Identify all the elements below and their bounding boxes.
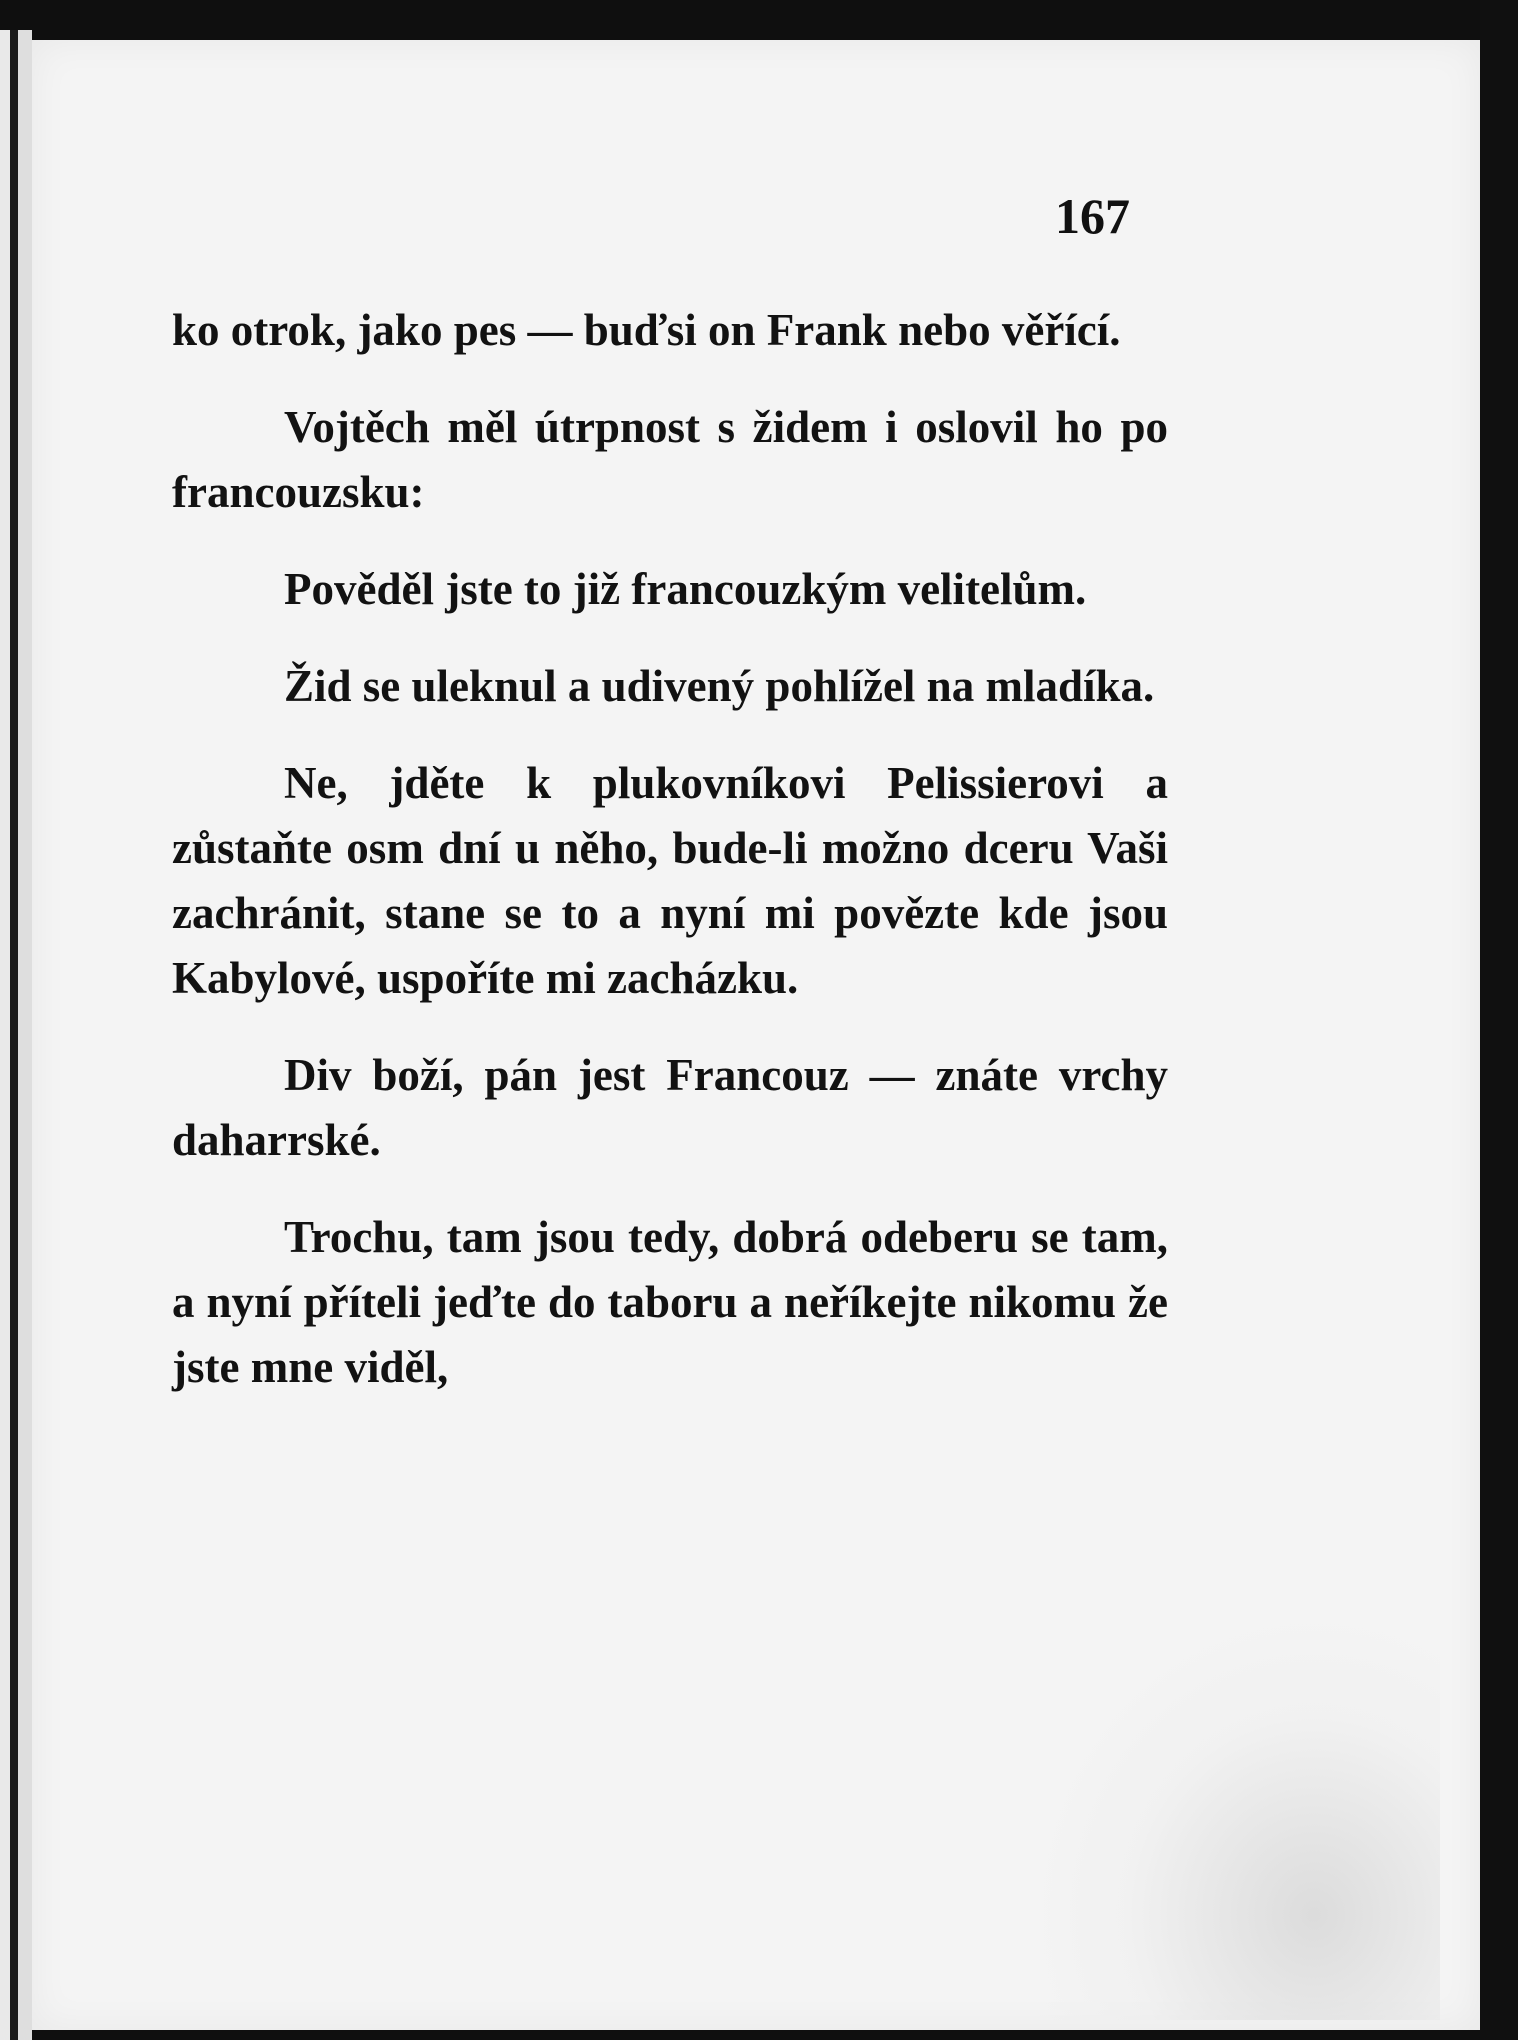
body-text <box>172 298 1168 1400</box>
page-left-edge <box>0 30 32 2040</box>
paragraph: Pověděl jste to již francouzkým velitelům. <box>284 564 1087 614</box>
paragraph: ko otrok, jako pes — buďsi on Frank nebo věřící. <box>172 305 1121 355</box>
paragraph: Ne, jděte k plukovníkovi Pelissierovi a zůstaňte osm dní u něho, bude-li možno dceru Vaši zachránit, stane se to a nyní mi povězte kde jsou Kabylové, uspoříte mi zacházku. <box>172 758 1168 1003</box>
page-right-edge <box>1480 0 1518 2040</box>
paragraph: Vojtěch měl útrpnost s židem i oslovil ho po francouzsku: <box>172 402 1168 517</box>
paragraph: Div boží, pán jest Francouz — znáte vrchy daharrské. <box>172 1050 1168 1165</box>
paper-stain <box>1020 1600 1440 2020</box>
paragraph: Žid se uleknul a udivený pohlížel na mladíka. <box>284 661 1155 711</box>
page-number: 167 <box>1055 188 1130 244</box>
paragraph: Trochu, tam jsou tedy, dobrá odeberu se tam, a nyní příteli jeďte do taboru a neříkejte nikomu že jste mne viděl, <box>172 1212 1168 1392</box>
